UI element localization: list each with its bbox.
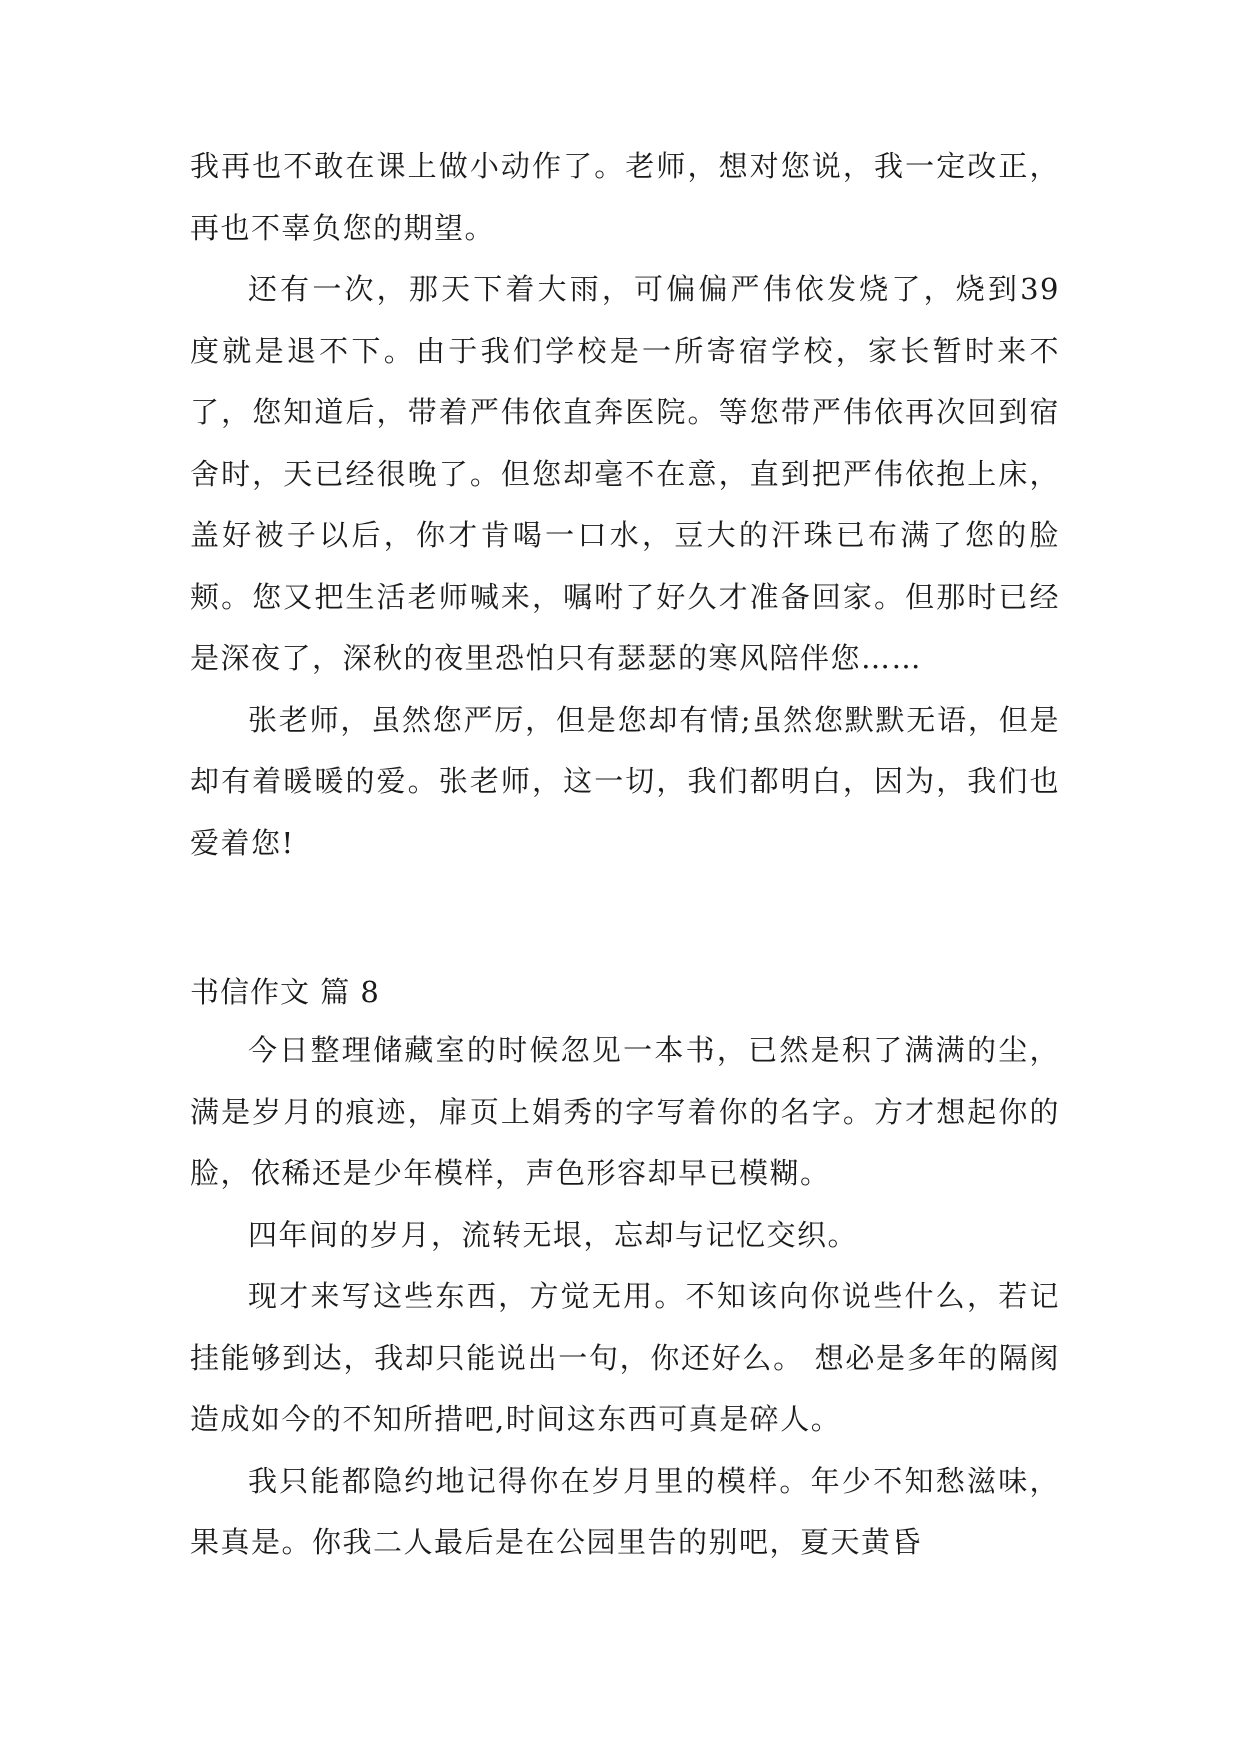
paragraph: 我只能都隐约地记得你在岁月里的模样。年少不知愁滋味，果真是。你我二人最后是在公园里告的别吧，夏天黄昏 — [190, 1463, 1060, 1559]
letter-body-part2 — [190, 1020, 1060, 1574]
paragraph: 张老师，虽然您严厉，但是您却有情;虽然您默默无语，但是却有着暖暖的爱。张老师，这一切，我们都明白，因为，我们也爱着您! — [190, 702, 1060, 860]
paragraph: 四年间的岁月，流转无垠，忘却与记忆交织。 — [248, 1217, 859, 1252]
paragraph: 还有一次，那天下着大雨，可偏偏严伟依发烧了，烧到39 度就是退不下。由于我们学校是一所寄宿学校，家长暂时来不了，您知道后，带着严伟依直奔医院。等您带严伟依再次回到宿舍时，天已经很晚了。但您却毫不在意，直到把严伟依抱上床，盖好被子以后，你才肯喝一口水，豆大的汗珠已布满了您的脸颊。您又把生活老师喊来，嘱咐了好久才准备回家。但那时已经是深夜了，深秋的夜里恐怕只有瑟瑟的寒风陪伴您…… — [190, 272, 1060, 675]
letter-body-part1 — [190, 136, 1060, 874]
section-title: 书信作文 篇 8 — [190, 975, 380, 1009]
paragraph: 我再也不敢在课上做小动作了。老师，想对您说，我一定改正，再也不辜负您的期望。 — [190, 149, 1060, 245]
paragraph: 今日整理储藏室的时候忽见一本书，已然是积了满满的尘，满是岁月的痕迹，扉页上娟秀的字写着你的名字。方才想起你的脸，依稀还是少年模样，声色形容却早已模糊。 — [190, 1033, 1060, 1190]
paragraph: 现才来写这些东西，方觉无用。不知该向你说些什么，若记挂能够到达，我却只能说出一句，你还好么。 想必是多年的隔阂造成如今的不知所措吧,时间这东西可真是碎人。 — [190, 1279, 1060, 1436]
